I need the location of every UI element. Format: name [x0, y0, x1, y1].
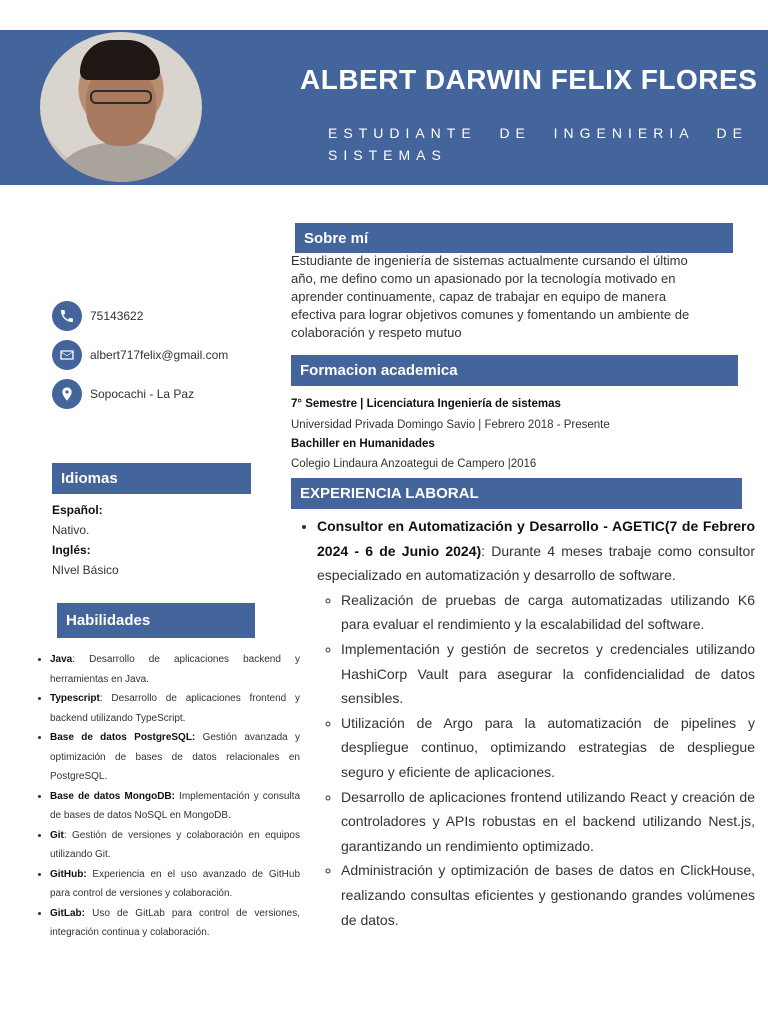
- job-description: : Durante 4 meses trabaje como consultor especializado en automatización y desarrollo de software.: [317, 542, 755, 584]
- section-header-skills: Habilidades: [57, 603, 255, 638]
- section-header-languages: Idiomas: [52, 463, 251, 494]
- job-title: Consultor en Automatización y Desarrollo - AGETIC(7 de Febrero 2024 - 6 de Junio 2024): [317, 518, 755, 559]
- section-header-education: Formacion academica: [291, 355, 738, 386]
- education-school: Colegio Lindaura Anzoategui de Campero |2016: [291, 458, 537, 470]
- list-item: ◦ Administración y optimización de bases de datos en ClickHouse, realizando consultas eficientes y gestionando grandes volúmenes de datos.: [341, 858, 755, 932]
- language-name: Inglés:: [52, 543, 91, 557]
- contact-location: [52, 379, 194, 409]
- phone-icon: [52, 301, 82, 331]
- list-item: ◦ Desarrollo de aplicaciones frontend utilizando React y creación de controladores y APIs robustas en el backend utilizando Nest.js, garantizando un rendimiento optimizado.: [341, 785, 755, 859]
- list-item: • Typescript: Desarrollo de aplicaciones frontend y backend utilizando TypeScript.: [50, 689, 300, 728]
- list-item: • GitLab: Uso de GitLab para control de versiones, integración continua y colaboración.: [50, 904, 300, 943]
- section-header-experience: EXPERIENCIA LABORAL: [291, 478, 742, 509]
- list-item: • Base de datos MongoDB: Implementación y consulta de bases de datos NoSQL en MongoDB.: [50, 787, 300, 826]
- avatar: [40, 32, 202, 182]
- contact-phone: [52, 301, 143, 331]
- list-item: [317, 514, 755, 932]
- language-level: Nativo.: [52, 523, 90, 537]
- language-name: Español:: [52, 503, 103, 517]
- education-degree: Bachiller en Humanidades: [291, 438, 435, 450]
- list-item: • Git: Gestión de versiones y colaboración en equipos utilizando Git.: [50, 826, 300, 865]
- list-item: ◦ Realización de pruebas de carga automatizadas utilizando K6 para evaluar el rendimiento y la escalabilidad del software.: [341, 588, 755, 637]
- list-item: • Java: Desarrollo de aplicaciones backend y herramientas en Java.: [50, 650, 300, 689]
- list-item: • Base de datos PostgreSQL: Gestión avanzada y optimización de bases de datos relacionales en PostgreSQL.: [50, 728, 300, 787]
- experience-list: [297, 514, 755, 932]
- list-item: ◦ Implementación y gestión de secretos y credenciales utilizando HashiCorp Vault para asegurar la confidencialidad de datos sensibles.: [341, 637, 755, 711]
- contact-email: [52, 340, 228, 370]
- email-icon: [52, 340, 82, 370]
- skills-list: [30, 650, 300, 943]
- list-item: ◦ Utilización de Argo para la automatización de pipelines y despliegue continuo, optimizando estrategias de despliegue seguro y eficiente de aplicaciones.: [341, 711, 755, 785]
- education-school: Universidad Privada Domingo Savio | Febrero 2018 - Presente: [291, 419, 610, 431]
- about-text: Estudiante de ingeniería de sistemas actualmente cursando el último año, me defino como un apasionado por la tecnología motivado en aprender continuamente, capaz de trabajar en equipo de manera efectiva para lograr objetivos comunes y fomentando un ambiente de colaboración y respeto mutuo: [291, 253, 690, 340]
- list-item: • GitHub: Experiencia en el uso avanzado de GitHub para control de versiones y colaboración.: [50, 865, 300, 904]
- contact-location-text: Sopocachi - La Paz: [90, 387, 195, 401]
- language-level: NIvel Básico: [52, 563, 119, 577]
- section-header-about: Sobre mí: [295, 223, 733, 253]
- contact-phone-text: 75143622: [90, 309, 144, 323]
- person-subtitle: ESTUDIANTE DE INGENIERIA DE SISTEMAS: [328, 125, 748, 163]
- language-list: [52, 500, 119, 580]
- education-degree: 7° Semestre | Licenciatura Ingeniería de sistemas: [291, 398, 561, 410]
- person-name: ALBERT DARWIN FELIX FLORES: [300, 64, 758, 95]
- job-tasks: [317, 588, 755, 932]
- contact-email-text: albert717felix@gmail.com: [90, 348, 229, 362]
- location-pin-icon: [52, 379, 82, 409]
